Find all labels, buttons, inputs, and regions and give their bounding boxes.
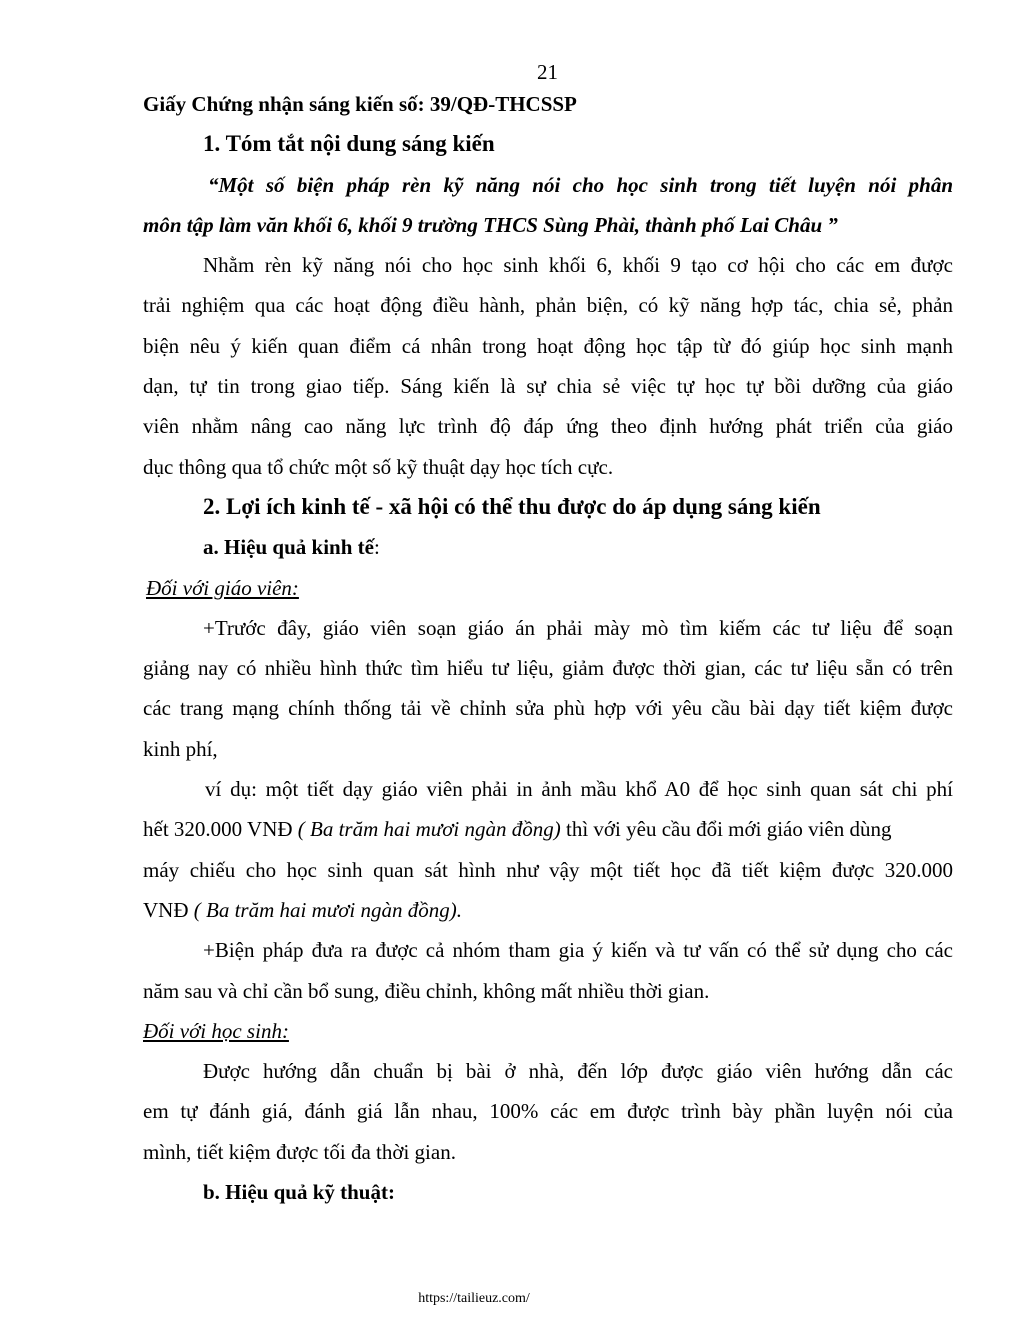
- page-content: [143, 84, 953, 1212]
- body-line: máy chiếu cho học sinh quan sát hình như vậy một tiết học đã tiết kiệm được 320.000: [143, 857, 953, 882]
- body-text: hết 320.000 VNĐ: [143, 817, 298, 842]
- subheading-economic: [143, 527, 953, 567]
- body-line: +Trước đây, giáo viên soạn giáo án phải mày mò tìm kiếm các tư liệu để soạn: [203, 615, 953, 640]
- initiative-title-line: môn tập làm văn khối 6, khối 9 trường THCS Sùng Phài, thành phố Lai Châu ”: [143, 212, 838, 237]
- body-line: các trang mạng chính thống tải về chỉnh sửa phù hợp với yêu cầu bài dạy tiết kiệm được: [143, 696, 953, 721]
- body-line: biện nêu ý kiến quan điểm cá nhân trong hoạt động học tập từ đó giúp học sinh mạnh: [143, 333, 953, 358]
- body-text-italic: ( Ba trăm hai mươi ngàn đồng): [297, 817, 561, 842]
- body-line: +Biện pháp đưa ra được cả nhóm tham gia ý kiến và tư vấn có thể sử dụng cho các: [203, 938, 953, 963]
- subheading-economic-colon: :: [373, 535, 380, 560]
- page-number: 21: [537, 60, 558, 84]
- body-text: VNĐ: [143, 897, 194, 922]
- body-line: ví dụ: một tiết dạy giáo viên phải in ảnh mầu khổ A0 để học sinh quan sát chi phí: [205, 777, 953, 802]
- initiative-title-line: “Một số biện pháp rèn kỹ năng nói cho học sinh trong tiết luyện nói phân: [208, 172, 953, 197]
- subheading-technical: b. Hiệu quả kỹ thuật:: [203, 1180, 395, 1205]
- body-line: [143, 809, 953, 849]
- body-line: dục thông qua tổ chức một số kỹ thuật dạy học tích cực.: [143, 454, 614, 479]
- body-text-italic: ( Ba trăm hai mươi ngàn đồng).: [193, 897, 462, 922]
- body-line: viên nhằm nâng cao năng lực trình độ đáp ứng theo định hướng phát triển của giáo: [143, 414, 953, 439]
- body-text: thì với yêu cầu đổi mới giáo viên dùng: [560, 817, 892, 842]
- body-line: Nhằm rèn kỹ năng nói cho học sinh khối 6, khối 9 tạo cơ hội cho các em được: [203, 253, 953, 278]
- body-line: Được hướng dẫn chuẩn bị bài ở nhà, đến lớp được giáo viên hướng dẫn các: [203, 1059, 953, 1084]
- body-line: em tự đánh giá, đánh giá lẫn nhau, 100% các em được trình bày phần luyện nói của: [143, 1099, 953, 1124]
- body-line: trải nghiệm qua các hoạt động điều hành, phản biện, có kỹ năng hợp tác, chia sẻ, phản: [143, 293, 953, 318]
- body-line: giảng nay có nhiều hình thức tìm hiểu tư liệu, giảm được thời gian, các tư liệu sẵn có trên: [143, 656, 953, 681]
- body-line: kinh phí,: [143, 736, 218, 761]
- body-line: [143, 890, 953, 930]
- section2-heading: 2. Lợi ích kinh tế - xã hội có thể thu được do áp dụng sáng kiến: [203, 493, 821, 519]
- student-label: Đối với học sinh:: [143, 1018, 289, 1043]
- teacher-label: Đối với giáo viên:: [146, 575, 299, 600]
- body-line: dạn, tự tin trong giao tiếp. Sáng kiến là sự chia sẻ việc tự học tự bồi dưỡng của giáo: [143, 374, 953, 399]
- footer-url: https://tailieuz.com/: [418, 1291, 530, 1306]
- subheading-economic-text: a. Hiệu quả kinh tế: [203, 535, 374, 560]
- body-line: năm sau và chỉ cần bổ sung, điều chỉnh, không mất nhiều thời gian.: [143, 978, 710, 1003]
- section1-heading: 1. Tóm tắt nội dung sáng kiến: [203, 131, 495, 157]
- certificate-line: Giấy Chứng nhận sáng kiến số: 39/QĐ-THCSSP: [143, 92, 577, 116]
- body-line: mình, tiết kiệm được tối đa thời gian.: [143, 1139, 456, 1164]
